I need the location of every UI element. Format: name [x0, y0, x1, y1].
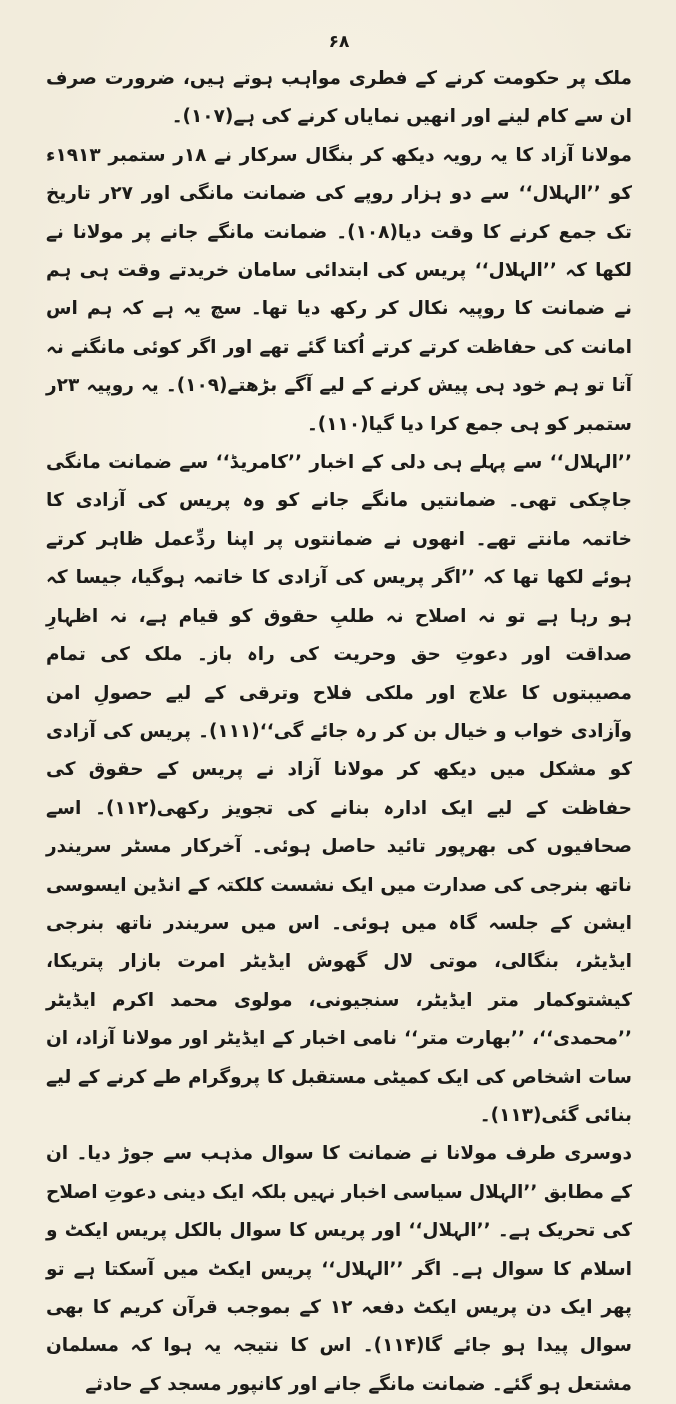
- body-text: [46, 60, 632, 1404]
- paragraph-4: دوسری طرف مولانا نے ضمانت کا سوال مذہب سے جوڑ دیا۔ ان کے مطابق ’’الہلال سیاسی اخبار نہیں بلکہ ایک دینی دعوتِ اصلاح کی تحریک ہے۔ ’’الہلال‘‘ اور پریس کا سوال بالکل پریس ایکٹ و اسلام کا سوال ہے۔ اگر ’’الہلال‘‘ پریس ایکٹ میں آسکتا ہے تو پھر ایک دن پریس ایکٹ دفعہ ۱۲ کے بموجب قرآن کریم کا بھی سوال پیدا ہو جائے گا(۱۱۴)۔ اس کا نتیجہ یہ ہوا کہ مسلمان مشتعل ہو گئے۔ ضمانت مانگے جانے اور کانپور مسجد کے حادثے: [46, 1143, 633, 1395]
- paragraph-1: ملک پر حکومت کرنے کے فطری مواہب ہوتے ہیں، ضرورت صرف ان سے کام لینے اور انھیں نمایاں کرنے کی ہے(۱۰۷)۔: [46, 68, 632, 128]
- page-number: ۶۸: [328, 32, 350, 52]
- paragraph-3: ’’الہلال‘‘ سے پہلے ہی دلی کے اخبار ’’کامریڈ‘‘ سے ضمانت مانگی جاچکی تھی۔ ضمانتیں مانگے جانے کو وہ پریس کی آزادی کا خاتمہ مانتے تھے۔ انھوں نے ضمانتوں پر اپنا ردِّعمل ظاہر کرتے ہوئے لکھا تھا کہ ’’اگر پریس کی آزادی کا خاتمہ ہوگیا، جیسا کہ ہو رہا ہے تو نہ اصلاح نہ طلبِ حقوق کو قیام ہے، نہ اظہارِ صداقت اور دعوتِ حق وحریت کی راہ باز۔ ملک کی تمام مصیبتوں کا علاج اور ملکی فلاح وترقی کے لیے حصولِ امن وآزادی خواب و خیال بن کر رہ جائے گی‘‘(۱۱۱)۔ پریس کی آزادی کو مشکل میں دیکھ کر مولانا آزاد نے پریس کے حقوق کی حفاظت کے لیے ایک ادارہ بنانے کی تجویز رکھی(۱۱۲)۔ اسے صحافیوں کی بھرپور تائید حاصل ہوئی۔ آخرکار مسٹر سریندر ناتھ بنرجی کی صدارت میں ایک نشست کلکتہ کے انڈین ایسوسی ایشن کے جلسہ گاہ میں ہوئی۔ اس میں سریندر ناتھ بنرجی ایڈیٹر، بنگالی، موتی لال گھوش ایڈیٹر امرت بازار پتریکا، کیشتوکمار متر ایڈیٹر، سنجیونی، مولوی محمد اکرم ایڈیٹر ’’محمدی‘‘، ’’بھارت متر‘‘ نامی اخبار کے ایڈیٹر اور مولانا آزاد، ان سات اشخاص کی ایک کمیٹی مستقبل کا پروگرام طے کرنے کے لیے بنائی گئی(۱۱۳)۔: [46, 452, 632, 1126]
- paragraph-2: مولانا آزاد کا یہ رویہ دیکھ کر بنگال سرکار نے ۱۸ر ستمبر ۱۹۱۳ء کو ’’الہلال‘‘ سے دو ہزار روپے کی ضمانت مانگی اور ۲۷ر تاریخ تک جمع کرنے کا وقت دیا(۱۰۸)۔ ضمانت مانگے جانے پر مولانا نے لکھا کہ ’’الہلال‘‘ پریس کی ابتدائی سامان خریدتے وقت ہی ہم نے ضمانت کا روپیہ نکال کر رکھ دیا تھا۔ سچ یہ ہے کہ ہم اس امانت کی حفاظت کرتے کرتے اُکتا گئے تھے اور اگر کوئی مانگنے نہ آتا تو ہم خود ہی پیش کرنے کے لیے آگے بڑھتے(۱۰۹)۔ یہ روپیہ ۲۳ر ستمبر کو ہی جمع کرا دیا گیا(۱۱۰)۔: [46, 144, 632, 435]
